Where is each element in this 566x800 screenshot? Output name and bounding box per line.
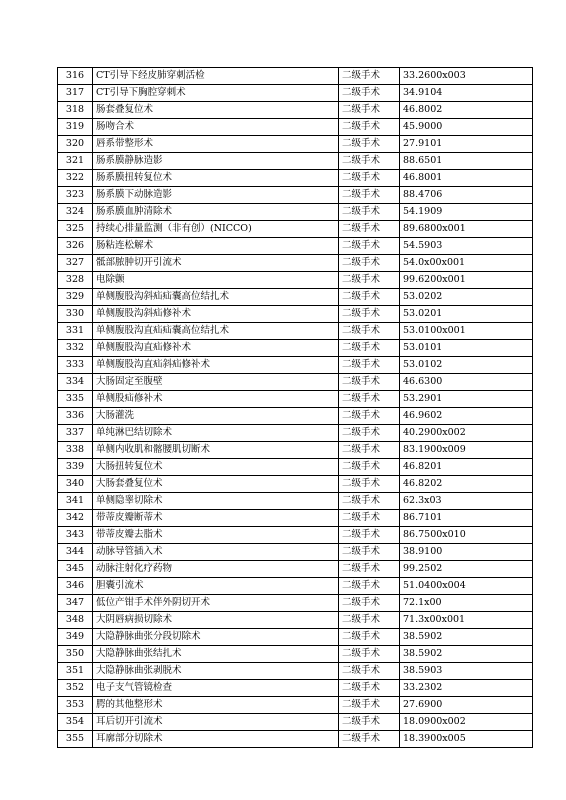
procedure-name: 单侧股疝修补术 <box>93 391 339 408</box>
table-row <box>58 476 533 493</box>
surgery-level: 二级手术 <box>339 68 400 85</box>
row-number: 332 <box>58 340 93 357</box>
procedure-code: 46.6300 <box>400 374 533 391</box>
procedure-table <box>57 67 533 748</box>
table-row <box>58 459 533 476</box>
table-row <box>58 425 533 442</box>
table-row <box>58 408 533 425</box>
table-row <box>58 102 533 119</box>
procedure-name: 肠套叠复位术 <box>93 102 339 119</box>
row-number: 319 <box>58 119 93 136</box>
procedure-code: 83.1900x009 <box>400 442 533 459</box>
procedure-code: 51.0400x004 <box>400 578 533 595</box>
table-row <box>58 731 533 748</box>
table-row <box>58 442 533 459</box>
procedure-name: 大隐静脉曲张分段切除术 <box>93 629 339 646</box>
table-row <box>58 272 533 289</box>
procedure-code: 86.7101 <box>400 510 533 527</box>
row-number: 329 <box>58 289 93 306</box>
surgery-level: 二级手术 <box>339 510 400 527</box>
procedure-code: 46.8001 <box>400 170 533 187</box>
surgery-level: 二级手术 <box>339 272 400 289</box>
table-row <box>58 306 533 323</box>
procedure-code: 88.4706 <box>400 187 533 204</box>
row-number: 331 <box>58 323 93 340</box>
procedure-code: 38.9100 <box>400 544 533 561</box>
row-number: 336 <box>58 408 93 425</box>
table-row <box>58 697 533 714</box>
surgery-level: 二级手术 <box>339 102 400 119</box>
procedure-name: 单侧腹股沟直疝斜疝修补术 <box>93 357 339 374</box>
table-row <box>58 646 533 663</box>
row-number: 344 <box>58 544 93 561</box>
procedure-name: 单侧腹股沟斜疝疝囊高位结扎术 <box>93 289 339 306</box>
surgery-level: 二级手术 <box>339 374 400 391</box>
row-number: 353 <box>58 697 93 714</box>
surgery-level: 二级手术 <box>339 204 400 221</box>
row-number: 340 <box>58 476 93 493</box>
procedure-code: 38.5902 <box>400 629 533 646</box>
procedure-code: 89.6800x001 <box>400 221 533 238</box>
row-number: 317 <box>58 85 93 102</box>
surgery-level: 二级手术 <box>339 493 400 510</box>
table-row <box>58 170 533 187</box>
table-row <box>58 391 533 408</box>
surgery-level: 二级手术 <box>339 442 400 459</box>
procedure-name: 单侧腹股沟直疝修补术 <box>93 340 339 357</box>
table-row <box>58 714 533 731</box>
procedure-name: 带蒂皮瓣去脂术 <box>93 527 339 544</box>
procedure-code: 62.3x03 <box>400 493 533 510</box>
row-number: 327 <box>58 255 93 272</box>
procedure-name: 大隐静脉曲张剥脱术 <box>93 663 339 680</box>
surgery-level: 二级手术 <box>339 357 400 374</box>
table-row <box>58 255 533 272</box>
procedure-name: 持续心排量监测（非有创）(NICCO) <box>93 221 339 238</box>
procedure-table-body <box>58 68 533 748</box>
row-number: 338 <box>58 442 93 459</box>
procedure-name: 低位产钳手术伴外阴切开术 <box>93 595 339 612</box>
surgery-level: 二级手术 <box>339 408 400 425</box>
table-row <box>58 544 533 561</box>
row-number: 341 <box>58 493 93 510</box>
procedure-code: 27.9101 <box>400 136 533 153</box>
table-row <box>58 153 533 170</box>
procedure-code: 33.2600x003 <box>400 68 533 85</box>
procedure-code: 53.0201 <box>400 306 533 323</box>
procedure-code: 40.2900x002 <box>400 425 533 442</box>
table-row <box>58 578 533 595</box>
procedure-name: 耳廓部分切除术 <box>93 731 339 748</box>
procedure-name: 肠吻合术 <box>93 119 339 136</box>
procedure-code: 54.0x00x001 <box>400 255 533 272</box>
surgery-level: 二级手术 <box>339 306 400 323</box>
surgery-level: 二级手术 <box>339 340 400 357</box>
row-number: 324 <box>58 204 93 221</box>
procedure-code: 38.5902 <box>400 646 533 663</box>
procedure-name: 肠系膜静脉造影 <box>93 153 339 170</box>
row-number: 323 <box>58 187 93 204</box>
surgery-level: 二级手术 <box>339 612 400 629</box>
table-row <box>58 680 533 697</box>
procedure-code: 34.9104 <box>400 85 533 102</box>
procedure-code: 99.6200x001 <box>400 272 533 289</box>
table-row <box>58 85 533 102</box>
table-row <box>58 119 533 136</box>
table-row <box>58 68 533 85</box>
procedure-name: 骶部脓肿切开引流术 <box>93 255 339 272</box>
procedure-name: 电除颤 <box>93 272 339 289</box>
table-row <box>58 289 533 306</box>
table-row <box>58 612 533 629</box>
procedure-name: 带蒂皮瓣断蒂术 <box>93 510 339 527</box>
procedure-name: 肠系膜扭转复位术 <box>93 170 339 187</box>
procedure-name: 肠系膜血肿清除术 <box>93 204 339 221</box>
table-row <box>58 527 533 544</box>
surgery-level: 二级手术 <box>339 595 400 612</box>
row-number: 351 <box>58 663 93 680</box>
row-number: 325 <box>58 221 93 238</box>
row-number: 343 <box>58 527 93 544</box>
surgery-level: 二级手术 <box>339 255 400 272</box>
procedure-code: 54.1909 <box>400 204 533 221</box>
procedure-code: 46.9602 <box>400 408 533 425</box>
table-row <box>58 663 533 680</box>
row-number: 348 <box>58 612 93 629</box>
surgery-level: 二级手术 <box>339 663 400 680</box>
procedure-name: 耳后切开引流术 <box>93 714 339 731</box>
procedure-name: CT引导下胸腔穿刺术 <box>93 85 339 102</box>
procedure-code: 53.0101 <box>400 340 533 357</box>
surgery-level: 二级手术 <box>339 136 400 153</box>
procedure-name: 单侧隐睾切除术 <box>93 493 339 510</box>
surgery-level: 二级手术 <box>339 153 400 170</box>
procedure-code: 72.1x00 <box>400 595 533 612</box>
row-number: 352 <box>58 680 93 697</box>
row-number: 322 <box>58 170 93 187</box>
surgery-level: 二级手术 <box>339 221 400 238</box>
row-number: 337 <box>58 425 93 442</box>
table-row <box>58 595 533 612</box>
surgery-level: 二级手术 <box>339 697 400 714</box>
row-number: 349 <box>58 629 93 646</box>
table-row <box>58 238 533 255</box>
row-number: 326 <box>58 238 93 255</box>
procedure-code: 38.5903 <box>400 663 533 680</box>
row-number: 328 <box>58 272 93 289</box>
row-number: 347 <box>58 595 93 612</box>
surgery-level: 二级手术 <box>339 731 400 748</box>
procedure-name: 大隐静脉曲张结扎术 <box>93 646 339 663</box>
procedure-name: 大肠固定至腹壁 <box>93 374 339 391</box>
procedure-code: 18.0900x002 <box>400 714 533 731</box>
procedure-code: 53.2901 <box>400 391 533 408</box>
procedure-name: 大肠扭转复位术 <box>93 459 339 476</box>
surgery-level: 二级手术 <box>339 714 400 731</box>
row-number: 334 <box>58 374 93 391</box>
procedure-code: 86.7500x010 <box>400 527 533 544</box>
procedure-code: 54.5903 <box>400 238 533 255</box>
procedure-code: 99.2502 <box>400 561 533 578</box>
procedure-code: 53.0100x001 <box>400 323 533 340</box>
procedure-name: CT引导下经皮肺穿刺活检 <box>93 68 339 85</box>
procedure-name: 动脉注射化疗药物 <box>93 561 339 578</box>
procedure-code: 53.0202 <box>400 289 533 306</box>
procedure-name: 肠系膜下动脉造影 <box>93 187 339 204</box>
table-row <box>58 561 533 578</box>
surgery-level: 二级手术 <box>339 425 400 442</box>
surgery-level: 二级手术 <box>339 544 400 561</box>
procedure-name: 腭的其他整形术 <box>93 697 339 714</box>
row-number: 342 <box>58 510 93 527</box>
procedure-code: 46.8202 <box>400 476 533 493</box>
row-number: 345 <box>58 561 93 578</box>
row-number: 320 <box>58 136 93 153</box>
row-number: 339 <box>58 459 93 476</box>
row-number: 350 <box>58 646 93 663</box>
surgery-level: 二级手术 <box>339 629 400 646</box>
procedure-code: 45.9000 <box>400 119 533 136</box>
procedure-name: 大肠套叠复位术 <box>93 476 339 493</box>
procedure-name: 单侧腹股沟直疝疝囊高位结扎术 <box>93 323 339 340</box>
procedure-name: 大阴唇病损切除术 <box>93 612 339 629</box>
table-row <box>58 323 533 340</box>
procedure-code: 53.0102 <box>400 357 533 374</box>
surgery-level: 二级手术 <box>339 119 400 136</box>
surgery-level: 二级手术 <box>339 170 400 187</box>
row-number: 354 <box>58 714 93 731</box>
table-row <box>58 221 533 238</box>
procedure-name: 单侧内收肌和髂腰肌切断术 <box>93 442 339 459</box>
surgery-level: 二级手术 <box>339 561 400 578</box>
procedure-code: 71.3x00x001 <box>400 612 533 629</box>
procedure-name: 唇系带整形术 <box>93 136 339 153</box>
procedure-name: 肠粘连松解术 <box>93 238 339 255</box>
table-row <box>58 340 533 357</box>
surgery-level: 二级手术 <box>339 391 400 408</box>
surgery-level: 二级手术 <box>339 527 400 544</box>
surgery-level: 二级手术 <box>339 187 400 204</box>
row-number: 346 <box>58 578 93 595</box>
row-number: 355 <box>58 731 93 748</box>
procedure-name: 单纯淋巴结切除术 <box>93 425 339 442</box>
procedure-code: 88.6501 <box>400 153 533 170</box>
table-row <box>58 204 533 221</box>
procedure-code: 27.6900 <box>400 697 533 714</box>
row-number: 318 <box>58 102 93 119</box>
table-row <box>58 510 533 527</box>
procedure-name: 电子支气管镜检查 <box>93 680 339 697</box>
table-row <box>58 136 533 153</box>
table-row <box>58 187 533 204</box>
surgery-level: 二级手术 <box>339 680 400 697</box>
row-number: 335 <box>58 391 93 408</box>
surgery-level: 二级手术 <box>339 238 400 255</box>
surgery-level: 二级手术 <box>339 323 400 340</box>
procedure-code: 46.8201 <box>400 459 533 476</box>
surgery-level: 二级手术 <box>339 459 400 476</box>
table-row <box>58 357 533 374</box>
procedure-name: 单侧腹股沟斜疝修补术 <box>93 306 339 323</box>
table-row <box>58 629 533 646</box>
procedure-name: 胆囊引流术 <box>93 578 339 595</box>
surgery-level: 二级手术 <box>339 476 400 493</box>
row-number: 316 <box>58 68 93 85</box>
surgery-level: 二级手术 <box>339 85 400 102</box>
procedure-name: 动脉导管插入术 <box>93 544 339 561</box>
row-number: 321 <box>58 153 93 170</box>
procedure-name: 大肠灌洗 <box>93 408 339 425</box>
row-number: 330 <box>58 306 93 323</box>
surgery-level: 二级手术 <box>339 578 400 595</box>
procedure-code: 46.8002 <box>400 102 533 119</box>
row-number: 333 <box>58 357 93 374</box>
table-row <box>58 374 533 391</box>
table-row <box>58 493 533 510</box>
procedure-code: 18.3900x005 <box>400 731 533 748</box>
surgery-level: 二级手术 <box>339 289 400 306</box>
procedure-code: 33.2302 <box>400 680 533 697</box>
surgery-level: 二级手术 <box>339 646 400 663</box>
